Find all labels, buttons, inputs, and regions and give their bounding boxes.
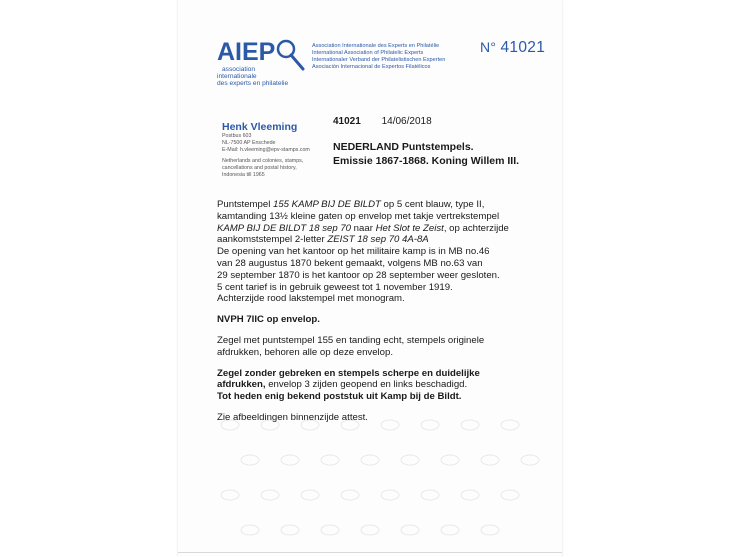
sender-address-1: Postbus 603 [222, 133, 252, 139]
certificate-number-value: 41021 [500, 39, 546, 56]
association-name-de: Internationaler Verband der Philatelistischen Experten [312, 57, 446, 64]
body-line: van 28 augustus 1870 bekent gemaakt, volgens MB no.63 van [217, 257, 483, 269]
certificate-prefix: N° [480, 39, 497, 55]
reference-number: 41021 [333, 116, 361, 127]
sender-email: E-Mail: h.vleeming@epv-stamps.com [222, 147, 310, 153]
body-line: 29 september 1870 is het kantoor op 28 september weer gesloten. [217, 269, 500, 281]
association-name-en: International Association of Philatelic Experts [312, 50, 424, 57]
condition-line: Zegel zonder gebreken en stempels scherpe en duidelijke [217, 367, 480, 379]
certificate-number [480, 39, 545, 57]
sender-specialty-1: Netherlands and colonies, stamps, [222, 158, 304, 164]
body-line: KAMP BIJ DE BILDT 18 sep 70 naar Het Slot te Zeist, op achterzijde [217, 222, 509, 234]
certificate-heading [333, 140, 519, 168]
body-line: De opening van het kantoor op het militaire kamp is in MB no.46 [217, 246, 490, 258]
association-names [312, 43, 445, 71]
logo-letters: AIEP [217, 38, 276, 66]
sheet-edge [178, 552, 562, 553]
sender-specialty-2: cancellations and postal history, [222, 165, 297, 171]
condition-line: Tot heden enig bekend poststuk uit Kamp bij de Bildt. [217, 391, 462, 403]
logo-subtext-3: des experts en philatelie [217, 80, 289, 87]
catalogue-number: NVPH 7IIC op envelop. [217, 314, 320, 326]
body-line: Achterzijde rood lakstempel met monogram. [217, 293, 405, 305]
sender-block [222, 121, 332, 179]
heading-line-2: Emissie 1867-1868. Koning Willem III. [333, 155, 520, 167]
body-line: afdrukken, behoren alle op deze envelop. [217, 346, 394, 358]
certificate-body [217, 199, 557, 424]
reference-line [333, 116, 432, 127]
association-name-es: Asociación Internacional de Expertos Filatélicos [312, 64, 431, 71]
sender-address-2: NL-7500 AP Enschede [222, 140, 276, 146]
logo-subtext-1: association [222, 66, 255, 73]
condition-line: afdrukken, envelop 3 zijden geopend en links beschadigd. [217, 379, 468, 391]
aiep-logo [215, 36, 310, 91]
reference-date: 14/06/2018 [381, 116, 432, 127]
body-line: Zegel met puntstempel 155 en tanding echt, stempels originele [217, 334, 485, 346]
body-line: kamtanding 13½ kleine gaten op envelop met takje vertrekstempel [217, 210, 500, 222]
sender-specialty-3: Indonesia till 1965 [222, 172, 265, 178]
body-line: Puntstempel 155 KAMP BIJ DE BILDT op 5 cent blauw, type II, [217, 199, 485, 210]
closing-line: Zie afbeeldingen binnenzijde attest. [217, 411, 368, 423]
association-name-fr: Association Internationale des Experts en Philatélie [312, 43, 440, 49]
body-line: 5 cent tarief is in gebruik geweest tot 1 november 1919. [217, 281, 453, 293]
sender-name: Henk Vleeming [222, 121, 298, 133]
heading-line-1: NEDERLAND Puntstempels. [333, 141, 474, 153]
logo-subtext-2: internationale [217, 73, 257, 80]
body-line: aankomststempel 2-letter ZEIST 18 sep 70 4A-8A [217, 234, 429, 246]
